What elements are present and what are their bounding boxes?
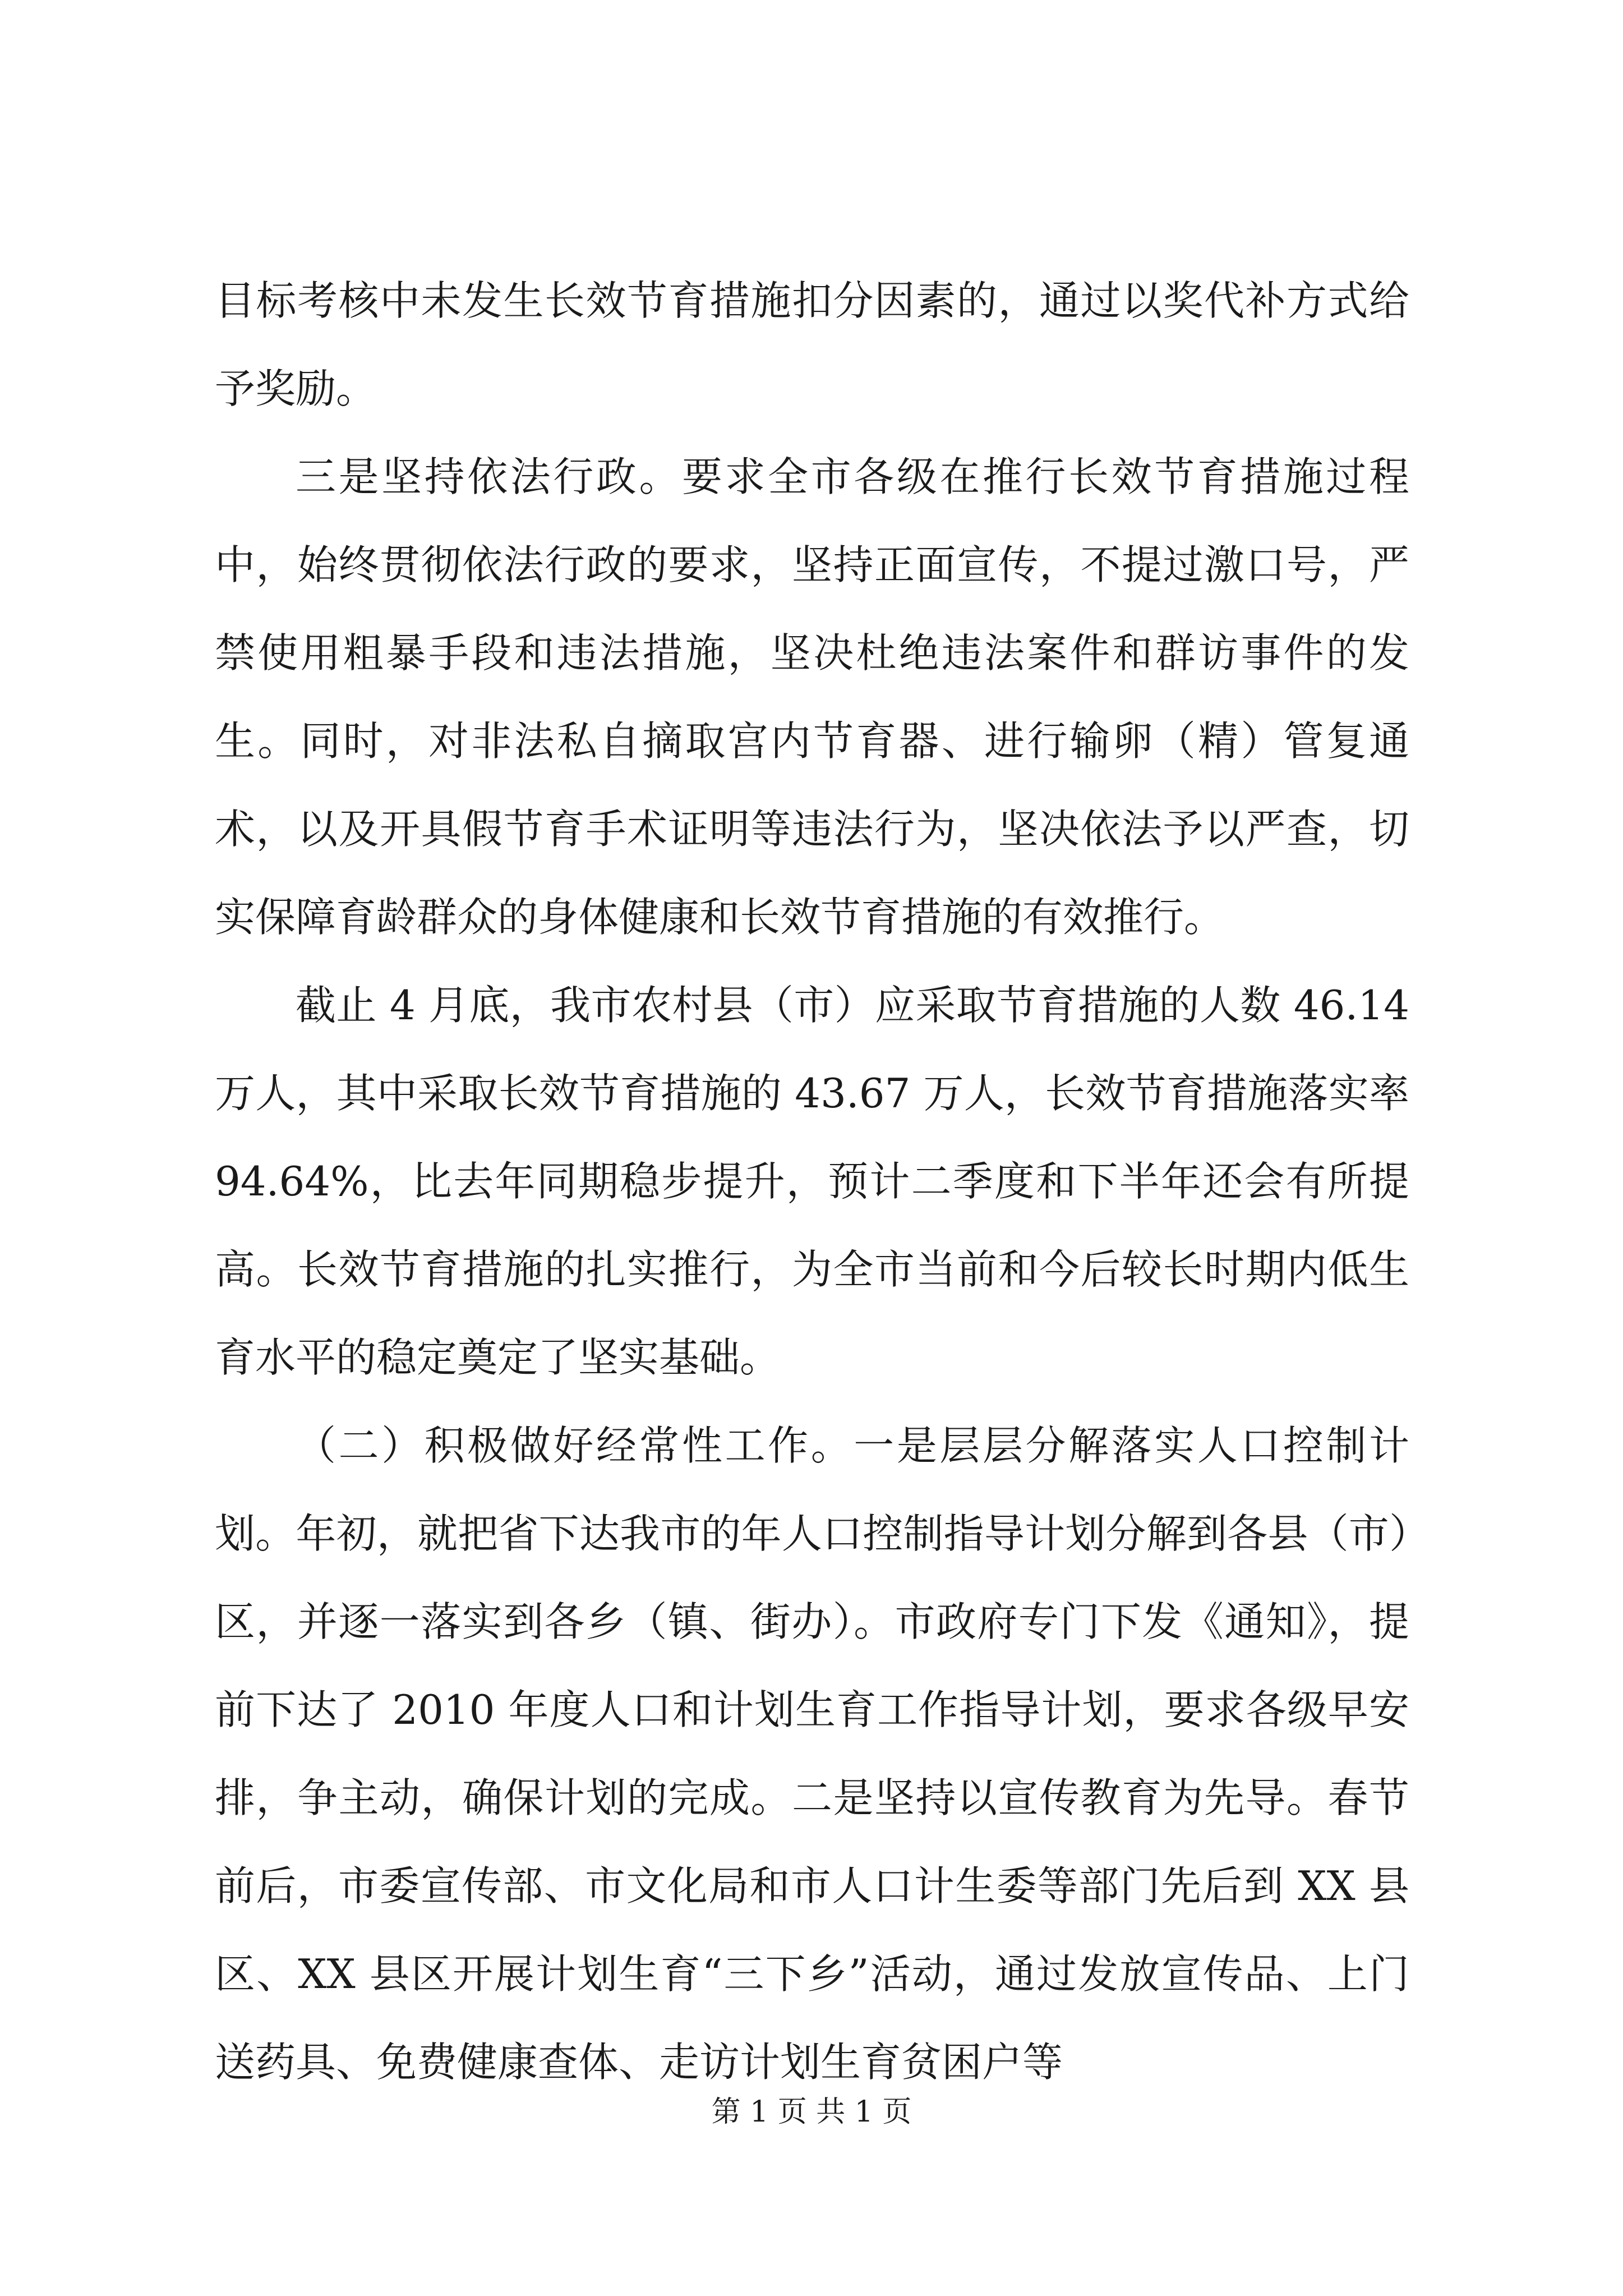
paragraph-2: 三是坚持依法行政。要求全市各级在推行长效节育措施过程中，始终贯彻依法行政的要求，坚持正面宣传，不提过激口号，严禁使用粗暴手段和违法措施，坚决杜绝违法案件和群访事件的发生。同时，对非法私自摘取宫内节育器、进行输卵（精）管复通术，以及开具假节育手术证明等违法行为，坚决依法予以严查，切实保障育龄群众的身体健康和长效节育措施的有效推行。 — [215, 453, 1409, 941]
paragraph-3: 截止 4 月底，我市农村县（市）应采取节育措施的人数 46.14 万人，其中采取长效节育措施的 43.67 万人，长效节育措施落实率 94.64%，比去年同期稳步提升，预计二季度和下半年还会有所提高。长效节育措施的扎实推行，为全市当前和今后较长时期内低生育水平的稳定奠定了坚实基础。 — [215, 982, 1409, 1381]
paragraph-4: （二）积极做好经常性工作。一是层层分解落实人口控制计划。年初，就把省下达我市的年人口控制指导计划分解到各县（市）区，并逐一落实到各乡（镇、街办）。市政府专门下发《通知》，提前下达了 2010 年度人口和计划生育工作指导计划，要求各级早安排，争主动，确保计划的完成。二是坚持以宣传教育为先导。春节前后，市委宣传部、市文化局和市人口计生委等部门先后到 XX 县区、XX 县区开展计划生育“三下乡”活动，通过发放宣传品、上门送药具、免费健康查体、走访计划生育贫困户等 — [215, 1422, 1409, 2086]
page-number-footer: 第 1 页 共 1 页 — [711, 2095, 912, 2129]
document-body — [215, 257, 1409, 2106]
paragraph-1: 目标考核中未发生长效节育措施扣分因素的，通过以奖代补方式给予奖励。 — [215, 277, 1409, 412]
